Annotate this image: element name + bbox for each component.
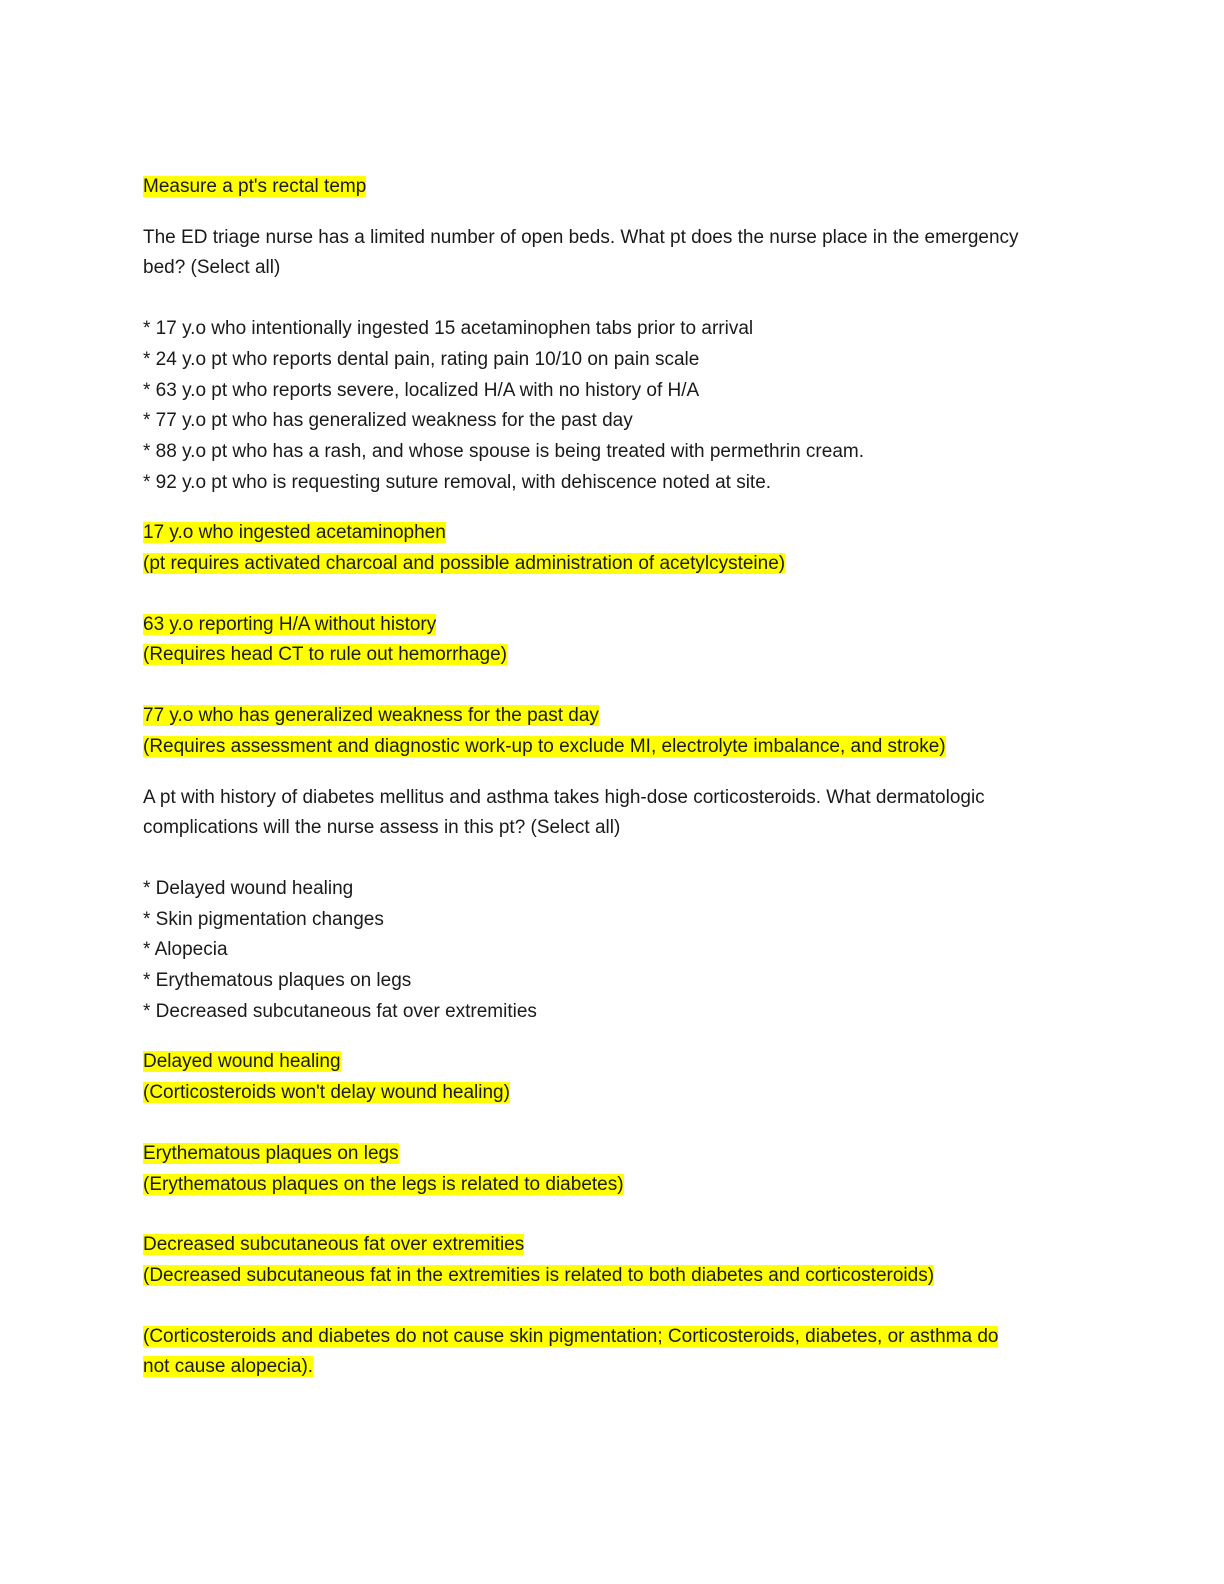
q2-stem-line2: complications will the nurse assess in this pt? (Select all) — [143, 817, 621, 839]
q2-option: * Alopecia — [143, 939, 228, 961]
question-2 — [143, 783, 1083, 1028]
q2-option: * Skin pigmentation changes — [143, 908, 384, 930]
spacer — [143, 284, 1083, 314]
q2-stem-line1: A pt with history of diabetes mellitus and asthma takes high-dose corticosteroids. What dermatologic — [143, 786, 985, 808]
heading-line — [143, 172, 1083, 203]
q1-option: * 77 y.o pt who has generalized weakness for the past day — [143, 410, 633, 432]
q2-note-line1: (Corticosteroids and diabetes do not cause skin pigmentation; Corticosteroids, diabetes, or asthma do — [143, 1325, 999, 1347]
q2-option: * Erythematous plaques on legs — [143, 970, 412, 992]
q1-option: * 92 y.o pt who is requesting suture removal, with dehiscence noted at site. — [143, 471, 772, 493]
q1-answer: 17 y.o who ingested acetaminophen — [143, 522, 446, 544]
q1-option: * 24 y.o pt who reports dental pain, rating pain 10/10 on pain scale — [143, 348, 700, 370]
spacer — [143, 1109, 1083, 1139]
heading-text: Measure a pt's rectal temp — [143, 176, 367, 197]
spacer — [143, 1200, 1083, 1230]
spacer — [143, 671, 1083, 701]
q1-option: * 88 y.o pt who has a rash, and whose spouse is being treated with permethrin cream. — [143, 440, 864, 462]
q2-rationale: (Decreased subcutaneous fat in the extremities is related to both diabetes and corticosteroids) — [143, 1264, 935, 1286]
q2-answer: Erythematous plaques on legs — [143, 1142, 399, 1164]
spacer — [143, 763, 1083, 783]
q2-option: * Delayed wound healing — [143, 877, 354, 899]
q1-rationale: (Requires head CT to rule out hemorrhage) — [143, 644, 508, 666]
q1-answer: 63 y.o reporting H/A without history — [143, 613, 437, 635]
q2-rationale: (Corticosteroids won't delay wound healing) — [143, 1082, 510, 1104]
document-page — [143, 172, 1083, 1383]
spacer — [143, 1292, 1083, 1322]
q2-option: * Decreased subcutaneous fat over extremities — [143, 1000, 537, 1022]
q2-note-line2: not cause alopecia). — [143, 1356, 314, 1378]
spacer — [143, 498, 1083, 518]
q1-stem-line1: The ED triage nurse has a limited number of open beds. What pt does the nurse place in the emergency — [143, 226, 1019, 248]
q1-answers — [143, 518, 1083, 762]
spacer — [143, 580, 1083, 610]
q1-answer: 77 y.o who has generalized weakness for the past day — [143, 705, 599, 727]
q2-answers — [143, 1047, 1083, 1383]
spacer — [143, 203, 1083, 223]
q1-rationale: (pt requires activated charcoal and possible administration of acetylcysteine) — [143, 553, 786, 575]
q1-option: * 63 y.o pt who reports severe, localized H/A with no history of H/A — [143, 379, 700, 401]
q2-answer: Decreased subcutaneous fat over extremities — [143, 1234, 525, 1256]
spacer — [143, 1027, 1083, 1047]
q1-rationale: (Requires assessment and diagnostic work-up to exclude MI, electrolyte imbalance, and stroke) — [143, 735, 946, 757]
q2-rationale: (Erythematous plaques on the legs is related to diabetes) — [143, 1173, 624, 1195]
q1-option: * 17 y.o who intentionally ingested 15 acetaminophen tabs prior to arrival — [143, 318, 754, 340]
spacer — [143, 844, 1083, 874]
q2-answer: Delayed wound healing — [143, 1051, 341, 1073]
question-1 — [143, 223, 1083, 499]
q1-stem-line2: bed? (Select all) — [143, 257, 281, 279]
